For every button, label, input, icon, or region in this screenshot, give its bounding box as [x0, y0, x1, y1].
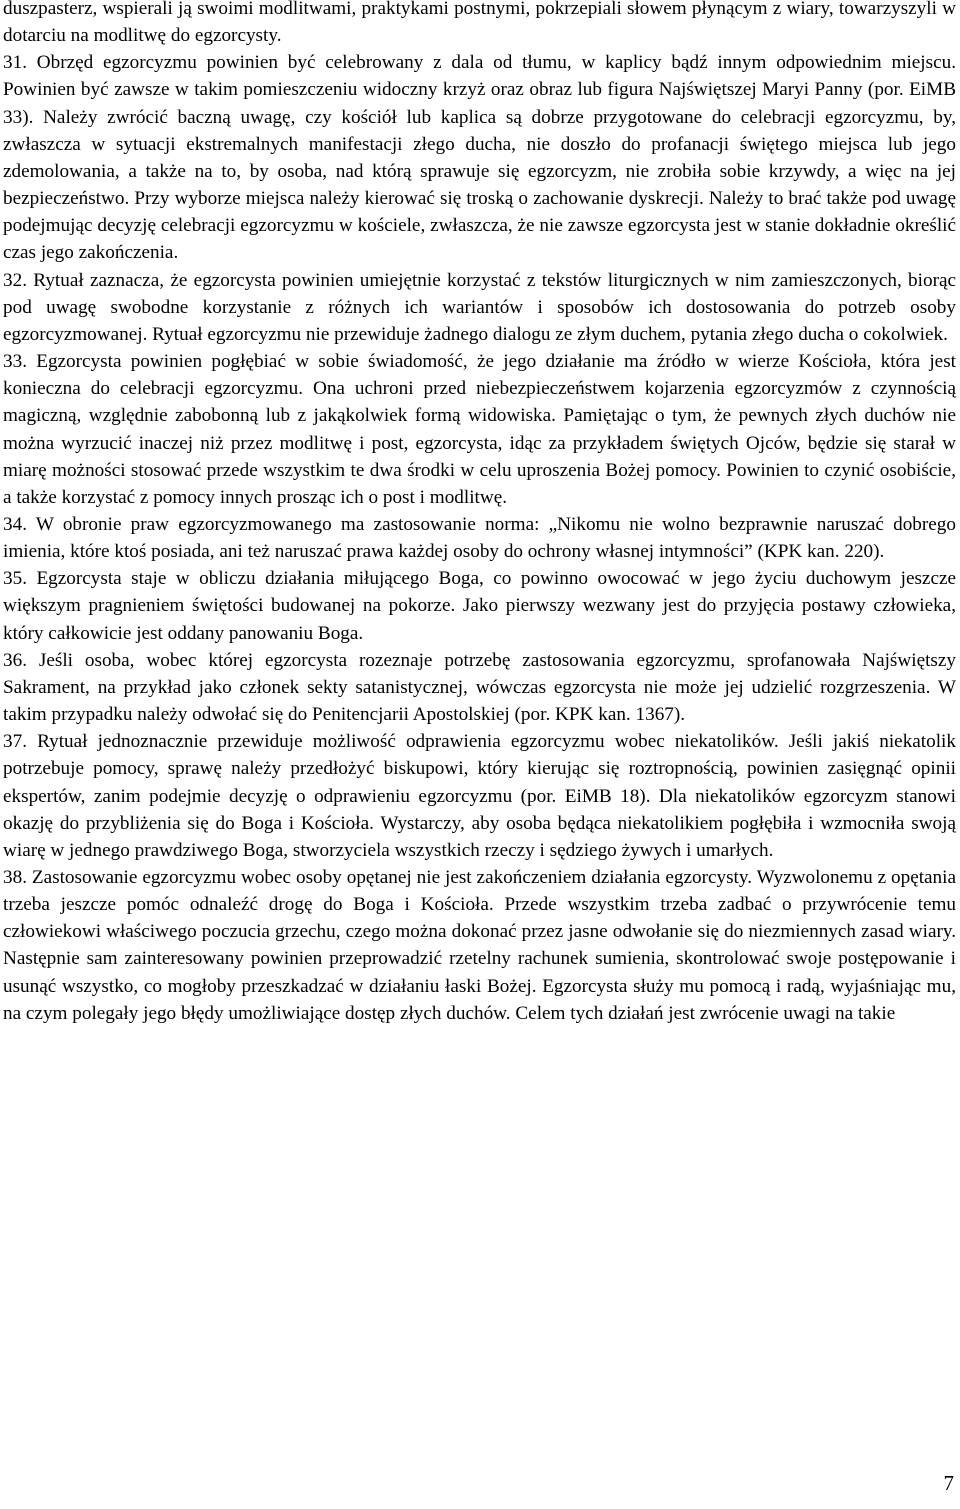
paragraph-34: 34. W obronie praw egzorcyzmowanego ma zastosowanie norma: „Nikomu nie wolno bezprawnie naruszać dobrego imienia, które ktoś posiada, ani też naruszać prawa każdej osoby do ochrony własnej intymności” (KPK kan. 220).	[3, 513, 956, 563]
paragraph-continuation: duszpasterz, wspierali ją swoimi modlitwami, praktykami postnymi, pokrzepiali słowem płynącym z wiary, towarzyszyli w dotarciu na modlitwę do egzorcysty.	[3, 0, 956, 47]
paragraph-31: 31. Obrzęd egzorcyzmu powinien być celebrowany z dala od tłumu, w kaplicy bądź innym odpowiednim miejscu. Powinien być zawsze w takim pomieszczeniu widoczny krzyż oraz obraz lub figura Najświętszej Maryi Panny (por. EiMB 33). Należy zwrócić baczną uwagę, czy kościół lub kaplica są dobrze przygotowane do celebracji egzorcyzmu, by, zwłaszcza w sytuacji ekstremalnych manifestacji złego ducha, nie doszło do profanacji świętego miejsca lub jego zdemolowania, a także na to, by osoba, nad którą sprawuje się egzorcyzm, nie zrobiła sobie krzywdy, a więc na jej bezpieczeństwo. Przy wyborze miejsca należy kierować się troską o zachowanie dyskrecji. Należy to brać także pod uwagę podejmując decyzję celebracji egzorcyzmu w kościele, zwłaszcza, że nie zawsze egzorcysta jest w stanie dokładnie określić czas jego zakończenia.	[3, 52, 956, 264]
paragraph-36: 36. Jeśli osoba, wobec której egzorcysta rozeznaje potrzebę zastosowania egzorcyzmu, sprofanowała Najświętszy Sakrament, na przykład jako członek sekty satanistycznej, wówczas egzorcysta nie może jej udzielić rozgrzeszenia. W takim przypadku należy odwołać się do Penitencjarii Apostolskiej (por. KPK kan. 1367).	[3, 649, 956, 726]
document-body	[3, 0, 956, 1027]
paragraph-38: 38. Zastosowanie egzorcyzmu wobec osoby opętanej nie jest zakończeniem działania egzorcysty. Wyzwolonemu z opętania trzeba jeszcze pomóc odnaleźć drogę do Boga i Kościoła. Przede wszystkim trzeba zadbać o przywrócenie temu człowiekowi właściwego poczucia grzechu, czego można dokonać przez jasne odwołanie się do niezmiennych zasad wiary. Następnie sam zainteresowany powinien przeprowadzić rzetelny rachunek sumienia, skontrolować swoje postępowanie i usunąć wszystko, co mogłoby przeszkadzać w działaniu łaski Bożej. Egzorcysta służy mu pomocą i radą, wyjaśniając mu, na czym polegały jego błędy umożliwiające dostęp złych duchów. Celem tych działań jest zwrócenie uwagi na takie	[3, 867, 956, 1024]
paragraph-32: 32. Rytuał zaznacza, że egzorcysta powinien umiejętnie korzystać z tekstów liturgicznych w nim zamieszczonych, biorąc pod uwagę swobodne korzystanie z różnych ich wariantów i sposobów ich dostosowania do potrzeb osoby egzorcyzmowanej. Rytuał egzorcyzmu nie przewiduje żadnego dialogu ze złym duchem, pytania złego ducha o cokolwiek.	[3, 269, 956, 345]
paragraph-33: 33. Egzorcysta powinien pogłębiać w sobie świadomość, że jego działanie ma źródło w wierze Kościoła, która jest konieczna do celebracji egzorcyzmu. Ona uchroni przed niebezpieczeństwem kojarzenia egzorcyzmów z czynnością magiczną, względnie zabobonną lub z jakąkolwiek formą widowiska. Pamiętając o tym, że pewnych złych duchów nie można wyrzucić inaczej niż przez modlitwę i post, egzorcysta, idąc za przykładem świętych Ojców, będzie się starał w miarę możności stosować przede wszystkim te dwa środki w celu uproszenia Bożej pomocy. Powinien to czynić osobiście, a także korzystać z pomocy innych prosząc ich o post i modlitwę.	[3, 351, 956, 508]
paragraph-37: 37. Rytuał jednoznacznie przewiduje możliwość odprawienia egzorcyzmu wobec niekatolików. Jeśli jakiś niekatolik potrzebuje pomocy, sprawę należy przedłożyć biskupowi, który kierując się roztropnością, powinien zasięgnąć opinii ekspertów, zanim podejmie decyzję o odprawieniu egzorcyzmu (por. EiMB 18). Dla niekatolików egzorcyzm stanowi okazję do przybliżenia się do Boga i Kościoła. Wystarczy, aby osoba będąca niekatolikiem pogłębiła i wzmocniła swoją wiarę w jednego prawdziwego Boga, stworzyciela wszystkich rzeczy i sędziego żywych i umarłych.	[3, 731, 956, 861]
paragraph-35: 35. Egzorcysta staje w obliczu działania miłującego Boga, co powinno owocować w jego życiu duchowym jeszcze większym pragnieniem świętości budowanej na pokorze. Jako pierwszy wezwany jest do przyjęcia postawy człowieka, który całkowicie jest oddany panowaniu Boga.	[3, 568, 956, 644]
page-number: 7	[943, 1471, 954, 1495]
